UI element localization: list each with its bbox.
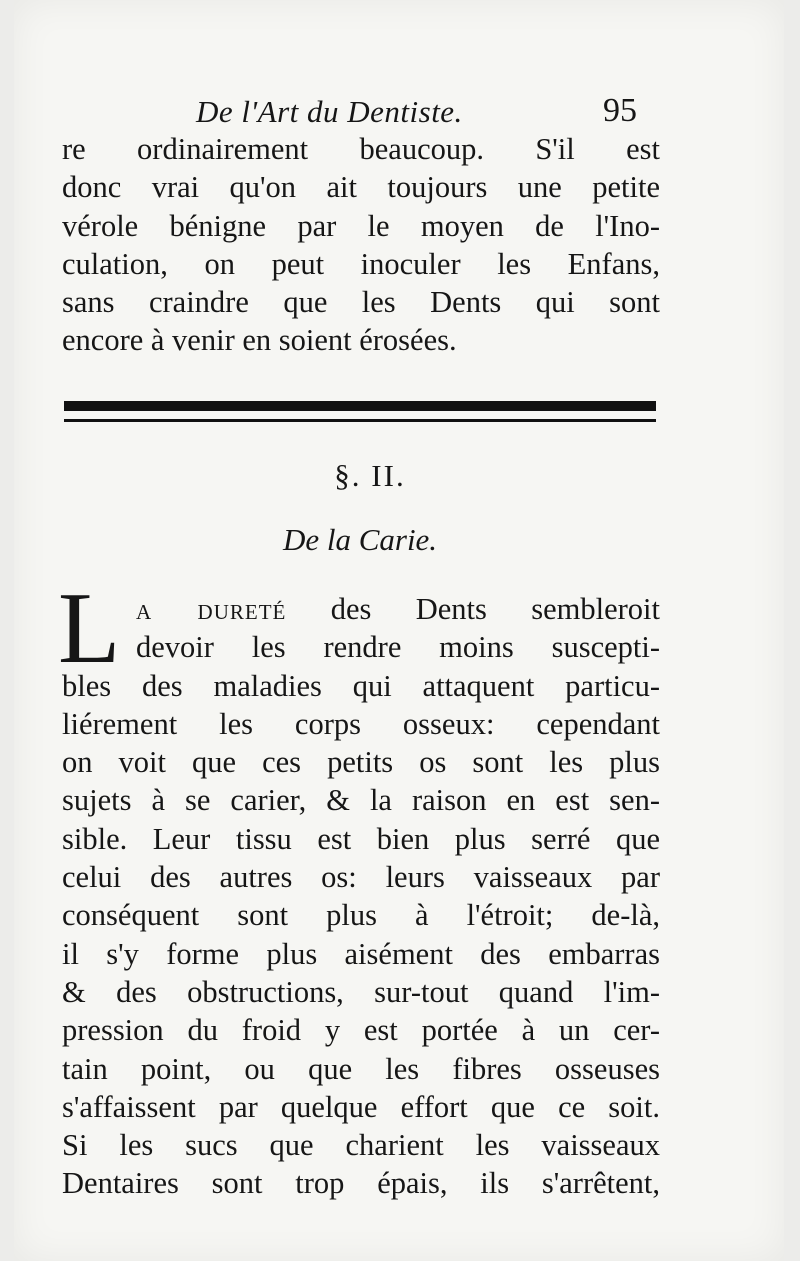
main-paragraph bbox=[62, 590, 660, 1203]
text-line: tain point, ou que les fibres osseuses bbox=[62, 1051, 660, 1086]
running-head bbox=[0, 94, 800, 134]
text-line: Dentaires sont trop épais, ils s'arrêtent, bbox=[62, 1166, 660, 1201]
page-number: 95 bbox=[603, 92, 637, 129]
first-line bbox=[62, 590, 660, 628]
text-line: donc vrai qu'on ait toujours une petite bbox=[62, 170, 660, 205]
section-divider-thick bbox=[64, 401, 656, 411]
text-line: sans craindre que les Dents qui sont bbox=[62, 285, 660, 320]
text-line: celui des autres os: leurs vaisseaux par bbox=[62, 860, 660, 895]
text-line: on voit que ces petits os sont les plus bbox=[62, 745, 660, 780]
drop-cap: L bbox=[58, 572, 121, 685]
text-line: bles des maladies qui attaquent particu- bbox=[62, 668, 660, 703]
text-line: conséquent sont plus à l'étroit; de-là, bbox=[62, 898, 660, 933]
text-line: Si les sucs que charient les vaisseaux bbox=[62, 1128, 660, 1163]
text-line: liérement les corps osseux: cependant bbox=[62, 706, 660, 741]
first-line-rest: des Dents sembleroit bbox=[286, 592, 660, 626]
text-line: re ordinairement beaucoup. S'il est bbox=[62, 132, 660, 166]
text-line: culation, on peut inoculer les Enfans, bbox=[62, 246, 660, 281]
section-title: De la Carie. bbox=[282, 522, 438, 557]
section-divider-thin bbox=[64, 419, 656, 422]
text-line: encore à venir en soient érosées. bbox=[62, 323, 457, 358]
section-number: §. II. bbox=[334, 458, 406, 493]
text-line: vérole bénigne par le moyen de l'Ino- bbox=[62, 208, 660, 243]
running-head-title: De l'Art du Dentiste. bbox=[196, 94, 463, 129]
text-line: & des obstructions, sur-tout quand l'im- bbox=[62, 974, 660, 1009]
text-line: pression du froid y est portée à un cer- bbox=[62, 1013, 660, 1048]
text-line: s'affaissent par quelque effort que ce soit. bbox=[62, 1089, 660, 1124]
top-paragraph bbox=[62, 130, 660, 360]
text-line: sible. Leur tissu est bien plus serré que bbox=[62, 821, 660, 856]
text-line: il s'y forme plus aisément des embarras bbox=[62, 936, 660, 971]
first-line-smallcaps: a dureté bbox=[136, 592, 287, 626]
text-line: sujets à se carier, & la raison en est sen- bbox=[62, 783, 660, 818]
text-line: devoir les rendre moins suscepti- bbox=[136, 630, 660, 665]
